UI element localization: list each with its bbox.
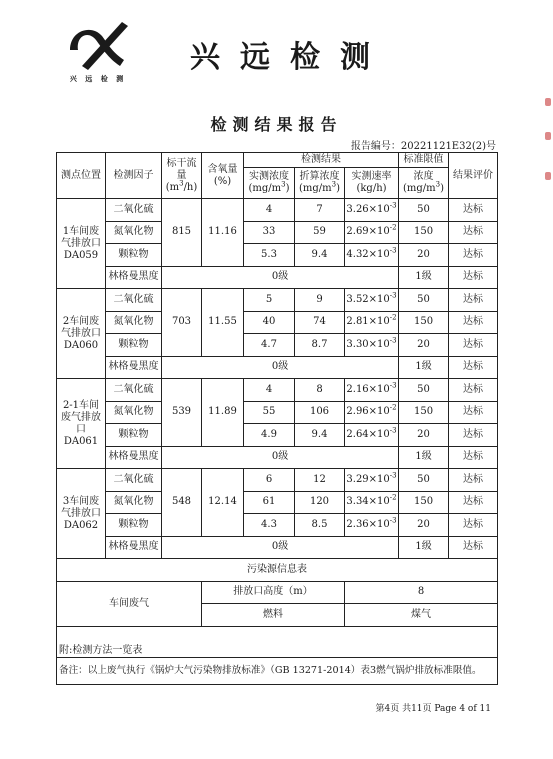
cell-rate: $2.96\times 10^{-2}$ <box>345 401 399 424</box>
cell-limit: 1级 <box>399 446 449 469</box>
cell-limit: 20 <box>399 514 449 537</box>
cell-limit: 50 <box>399 199 449 222</box>
cell-eval: 达标 <box>449 289 498 312</box>
table-row <box>57 356 498 379</box>
table-row <box>57 379 498 402</box>
cell-factor: 氮氧化物 <box>106 401 162 424</box>
cell-flow: 539 <box>162 379 202 447</box>
cell-measured: 4.3 <box>244 514 295 537</box>
cell-rate: $3.30\times 10^{-3}$ <box>345 334 399 357</box>
cell-eval: 达标 <box>449 401 498 424</box>
cell-position: 2车间废气排放口DA060 <box>57 289 106 379</box>
cell-oxygen: 11.89 <box>202 379 244 447</box>
cell-factor: 二氧化硫 <box>106 289 162 312</box>
cell-factor: 二氧化硫 <box>106 469 162 492</box>
col-evaluation: 结果评价 <box>449 153 498 199</box>
cell-rate: $2.64\times 10^{-3}$ <box>345 424 399 447</box>
col-flow-unit: $(m^3/h)$ <box>165 179 198 193</box>
report-number: 报告编号：20221121E32(2)号 <box>350 141 496 152</box>
cell-factor: 颗粒物 <box>106 424 162 447</box>
col-concentration: 浓度 $(mg/m^3)$ <box>399 168 449 199</box>
cell-measured: 5.3 <box>244 244 295 267</box>
cell-factor: 氮氧化物 <box>106 221 162 244</box>
cell-position: 2-1车间废气排放口DA061 <box>57 379 106 469</box>
cell-measured: 61 <box>244 491 295 514</box>
source-info-row <box>57 581 498 604</box>
page-footer: 第4页 共11页 Page 4 of 11 <box>375 704 491 714</box>
cell-ringelmann-value: 0级 <box>162 536 399 559</box>
col-measured: 实测浓度 $(mg/m^3)$ <box>244 168 295 199</box>
table-row <box>57 424 498 447</box>
cell-eval: 达标 <box>449 424 498 447</box>
cell-factor: 二氧化硫 <box>106 199 162 222</box>
logo-caption: 兴 远 检 测 <box>69 74 127 83</box>
cell-limit: 50 <box>399 379 449 402</box>
cell-measured: 33 <box>244 221 295 244</box>
cell-rate: $3.29\times 10^{-3}$ <box>345 469 399 492</box>
cell-eval: 达标 <box>449 491 498 514</box>
cell-converted: 120 <box>295 491 345 514</box>
cell-oxygen: 12.14 <box>202 469 244 537</box>
table-row <box>57 491 498 514</box>
col-limit: 标准限值 <box>399 153 449 168</box>
cell-measured: 55 <box>244 401 295 424</box>
company-name: 兴远检测 <box>190 40 390 75</box>
report-title: 检测结果报告 <box>210 115 343 134</box>
cell-rate: $2.16\times 10^{-3}$ <box>345 379 399 402</box>
cell-limit: 20 <box>399 244 449 267</box>
cell-position: 1车间废气排放口DA059 <box>57 199 106 289</box>
table-row <box>57 514 498 537</box>
cell-limit: 150 <box>399 401 449 424</box>
col-flow-label: 标干流量 <box>166 157 197 181</box>
cell-rate: $3.26\times 10^{-3}$ <box>345 199 399 222</box>
cell-limit: 1级 <box>399 356 449 379</box>
cell-measured: 6 <box>244 469 295 492</box>
cell-rate: $2.36\times 10^{-3}$ <box>345 514 399 537</box>
col-flow <box>162 153 202 199</box>
cell-limit: 50 <box>399 289 449 312</box>
cell-limit: 20 <box>399 334 449 357</box>
cell-flow: 548 <box>162 469 202 537</box>
cell-limit: 150 <box>399 311 449 334</box>
table-row <box>57 199 498 222</box>
cell-factor: 颗粒物 <box>106 514 162 537</box>
results-table <box>56 152 498 685</box>
outlet-height-label: 排放口高度（m） <box>202 581 345 604</box>
table-row <box>57 446 498 469</box>
cell-eval: 达标 <box>449 266 498 289</box>
cell-ringelmann-value: 0级 <box>162 266 399 289</box>
cell-converted: 8.7 <box>295 334 345 357</box>
cell-converted: 106 <box>295 401 345 424</box>
table-row <box>57 536 498 559</box>
cell-converted: 9 <box>295 289 345 312</box>
cell-converted: 8.5 <box>295 514 345 537</box>
cell-converted: 9.4 <box>295 424 345 447</box>
cell-limit: 20 <box>399 424 449 447</box>
table-row <box>57 469 498 492</box>
col-factor: 检测因子 <box>106 153 162 199</box>
table-row <box>57 221 498 244</box>
cell-factor: 林格曼黑度 <box>106 356 162 379</box>
cell-measured: 40 <box>244 311 295 334</box>
cell-eval: 达标 <box>449 514 498 537</box>
cell-factor: 二氧化硫 <box>106 379 162 402</box>
fuel-label: 燃料 <box>202 604 345 627</box>
seal-edge-mark <box>543 92 553 212</box>
company-logo <box>62 16 134 96</box>
cell-eval: 达标 <box>449 199 498 222</box>
fuel-value: 煤气 <box>345 604 498 627</box>
cell-position: 3车间废气排放口DA062 <box>57 469 106 559</box>
cell-eval: 达标 <box>449 221 498 244</box>
remark-note: 备注：以上废气执行《锅炉大气污染物排放标准》（GB 13271-2014）表3燃气锅炉排放标准限值。 <box>57 657 498 684</box>
cell-flow: 703 <box>162 289 202 357</box>
cell-flow: 815 <box>162 199 202 267</box>
table-row <box>57 334 498 357</box>
cell-converted: 59 <box>295 221 345 244</box>
cell-limit: 150 <box>399 221 449 244</box>
cell-rate: $2.69\times 10^{-2}$ <box>345 221 399 244</box>
cell-measured: 5 <box>244 289 295 312</box>
cell-limit: 50 <box>399 469 449 492</box>
cell-rate: $3.52\times 10^{-3}$ <box>345 289 399 312</box>
cell-factor: 林格曼黑度 <box>106 266 162 289</box>
cell-factor: 林格曼黑度 <box>106 446 162 469</box>
table-row <box>57 266 498 289</box>
cell-measured: 4 <box>244 379 295 402</box>
source-name: 车间废气 <box>57 581 202 626</box>
cell-ringelmann-value: 0级 <box>162 446 399 469</box>
col-oxygen <box>202 153 244 199</box>
col-position: 测点位置 <box>57 153 106 199</box>
cell-ringelmann-value: 0级 <box>162 356 399 379</box>
table-row <box>57 401 498 424</box>
cell-converted: 8 <box>295 379 345 402</box>
cell-limit: 1级 <box>399 536 449 559</box>
cell-eval: 达标 <box>449 536 498 559</box>
cell-eval: 达标 <box>449 244 498 267</box>
cell-eval: 达标 <box>449 334 498 357</box>
col-oxygen-unit: (%) <box>213 175 232 187</box>
col-rate: 实测速率 (kg/h) <box>345 168 399 199</box>
cell-oxygen: 11.16 <box>202 199 244 267</box>
col-oxygen-label: 含氧量 <box>207 163 238 175</box>
outlet-height-value: 8 <box>345 581 498 604</box>
cell-limit: 150 <box>399 491 449 514</box>
cell-measured: 4 <box>244 199 295 222</box>
cell-factor: 颗粒物 <box>106 244 162 267</box>
source-info-title-row <box>57 559 498 582</box>
cell-converted: 9.4 <box>295 244 345 267</box>
cell-factor: 林格曼黑度 <box>106 536 162 559</box>
table-row <box>57 289 498 312</box>
cell-rate: $3.34\times 10^{-2}$ <box>345 491 399 514</box>
cell-oxygen: 11.55 <box>202 289 244 357</box>
attachment-row <box>57 626 498 657</box>
source-info-title: 污染源信息表 <box>57 559 498 582</box>
attachment-note: 附:检测方法一览表 <box>57 626 498 657</box>
cell-limit: 1级 <box>399 266 449 289</box>
table-row <box>57 244 498 267</box>
cell-measured: 4.7 <box>244 334 295 357</box>
cell-converted: 7 <box>295 199 345 222</box>
cell-eval: 达标 <box>449 311 498 334</box>
cell-converted: 74 <box>295 311 345 334</box>
cell-eval: 达标 <box>449 356 498 379</box>
cell-converted: 12 <box>295 469 345 492</box>
cell-rate: $4.32\times 10^{-3}$ <box>345 244 399 267</box>
cell-eval: 达标 <box>449 469 498 492</box>
remark-row <box>57 657 498 684</box>
cell-eval: 达标 <box>449 379 498 402</box>
cell-factor: 颗粒物 <box>106 334 162 357</box>
cell-measured: 4.9 <box>244 424 295 447</box>
cell-factor: 氮氧化物 <box>106 311 162 334</box>
cell-factor: 氮氧化物 <box>106 491 162 514</box>
cell-eval: 达标 <box>449 446 498 469</box>
col-converted: 折算浓度 $(mg/m^3)$ <box>295 168 345 199</box>
cell-rate: $2.81\times 10^{-2}$ <box>345 311 399 334</box>
table-row <box>57 311 498 334</box>
col-results: 检测结果 <box>244 153 399 168</box>
